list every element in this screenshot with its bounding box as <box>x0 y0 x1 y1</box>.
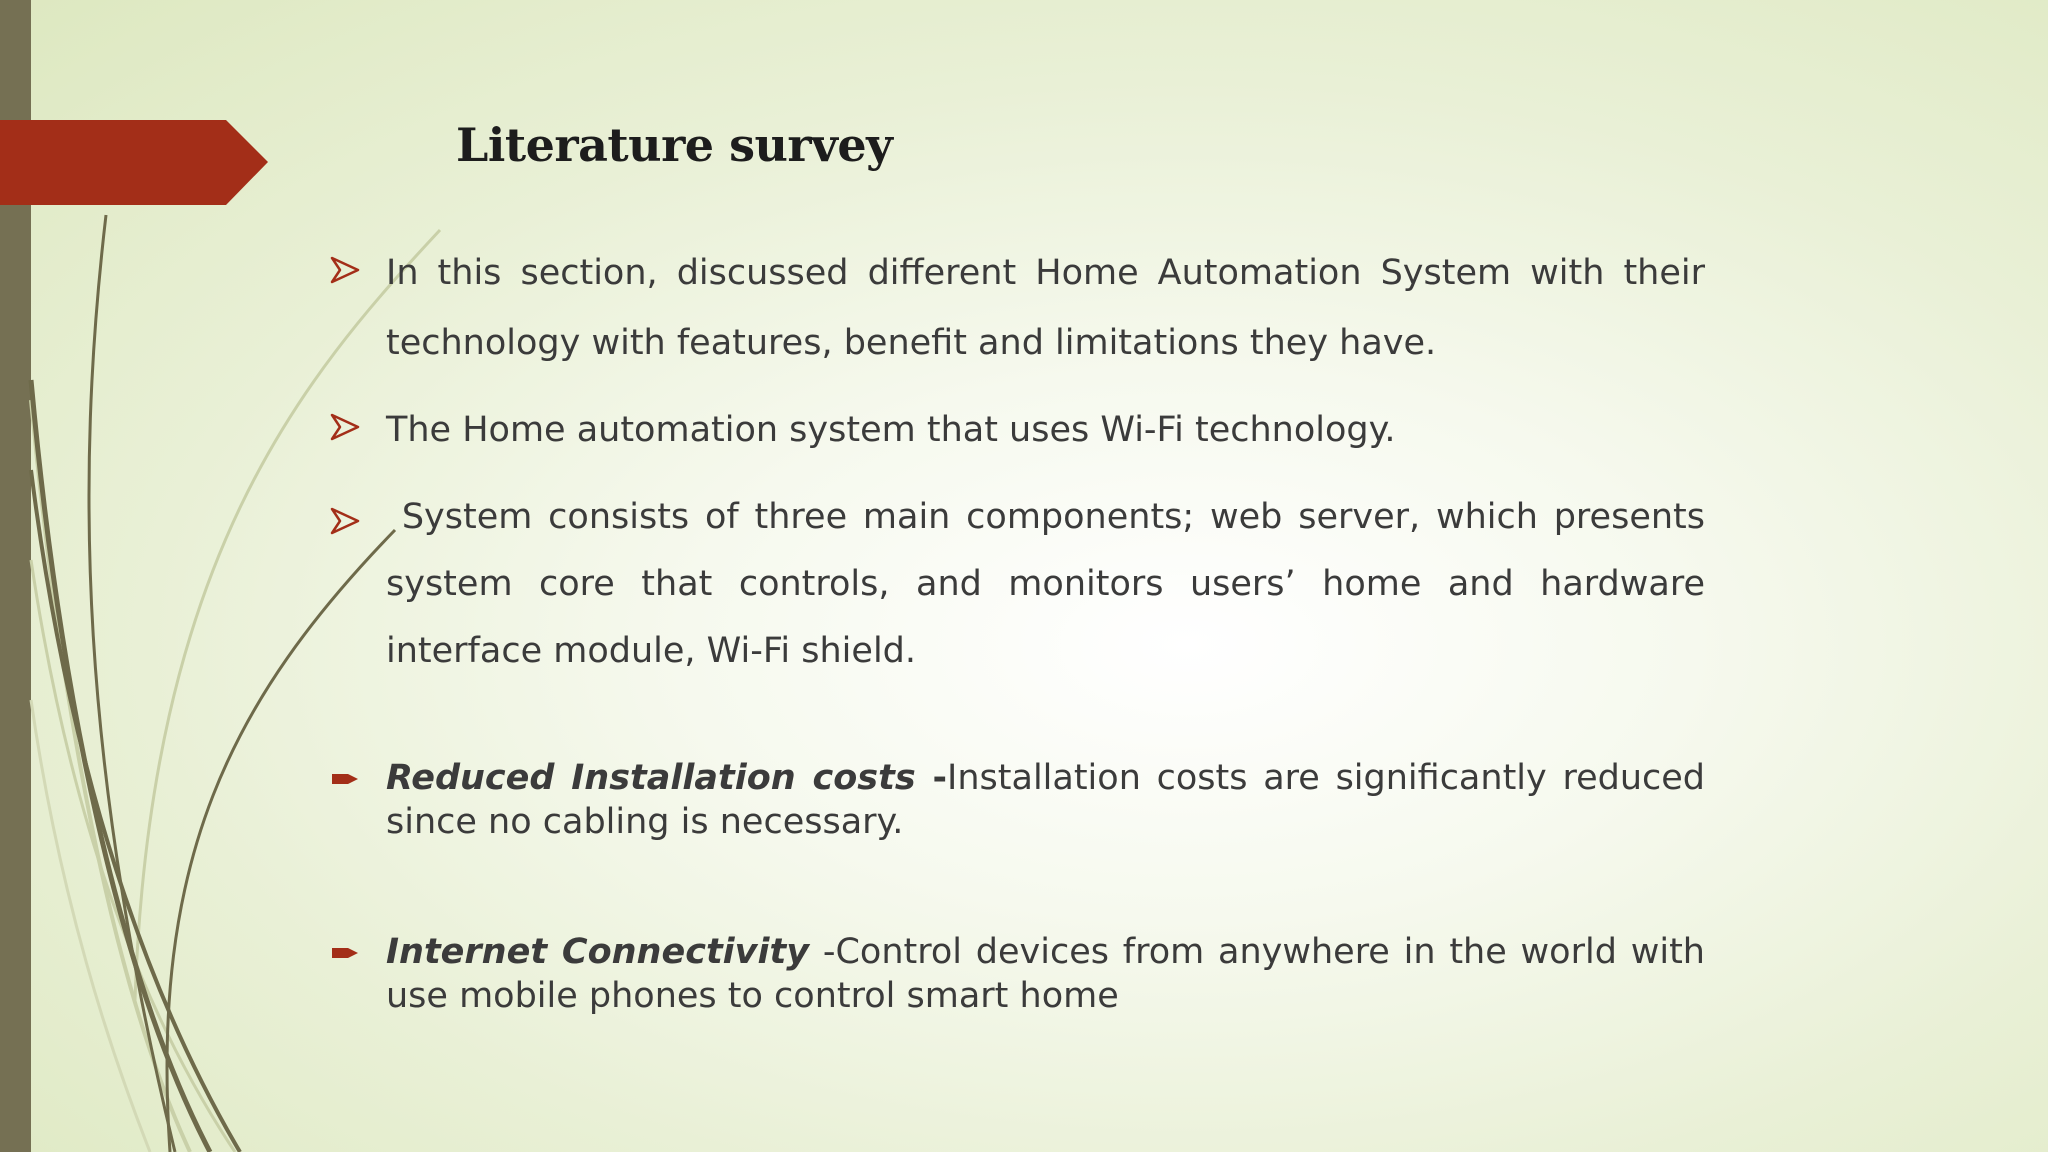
bullet-separator-5: - <box>809 932 836 972</box>
bullet-emphasis-5: Internet Connectivity <box>386 932 810 972</box>
bullet-text-4 <box>386 756 1705 844</box>
pointer-bullet-icon <box>330 764 360 798</box>
bullet-text-5 <box>386 930 1705 1018</box>
bullet-text-3: System consists of three main components; web server, which presents system core that controls, and monitors users’ home and hardware interface module, Wi-Fi shield. <box>386 497 1717 671</box>
slide-title: Literature survey <box>456 118 893 172</box>
title-accent-tab <box>0 120 268 205</box>
arrowhead-bullet-icon <box>330 506 360 540</box>
bullet-text-1: In this section, discussed different Home Automation System with their technology with features, benefit and limitations they have. <box>386 253 1705 363</box>
arrowhead-bullet-icon <box>330 412 360 446</box>
bullet-emphasis-4: Reduced Installation costs <box>386 758 916 798</box>
bullet-body-5: Control devices from anywhere in the world with use mobile phones to control smart home <box>386 932 1705 1016</box>
bullet-separator-4: - <box>915 758 948 798</box>
bullet-text-2: The Home automation system that uses Wi-Fi technology. <box>386 410 1396 450</box>
pointer-bullet-icon <box>330 938 360 972</box>
bullet-body-4: Installation costs are significantly reduced since no cabling is necessary. <box>386 758 1706 842</box>
arrowhead-bullet-icon <box>330 255 360 289</box>
